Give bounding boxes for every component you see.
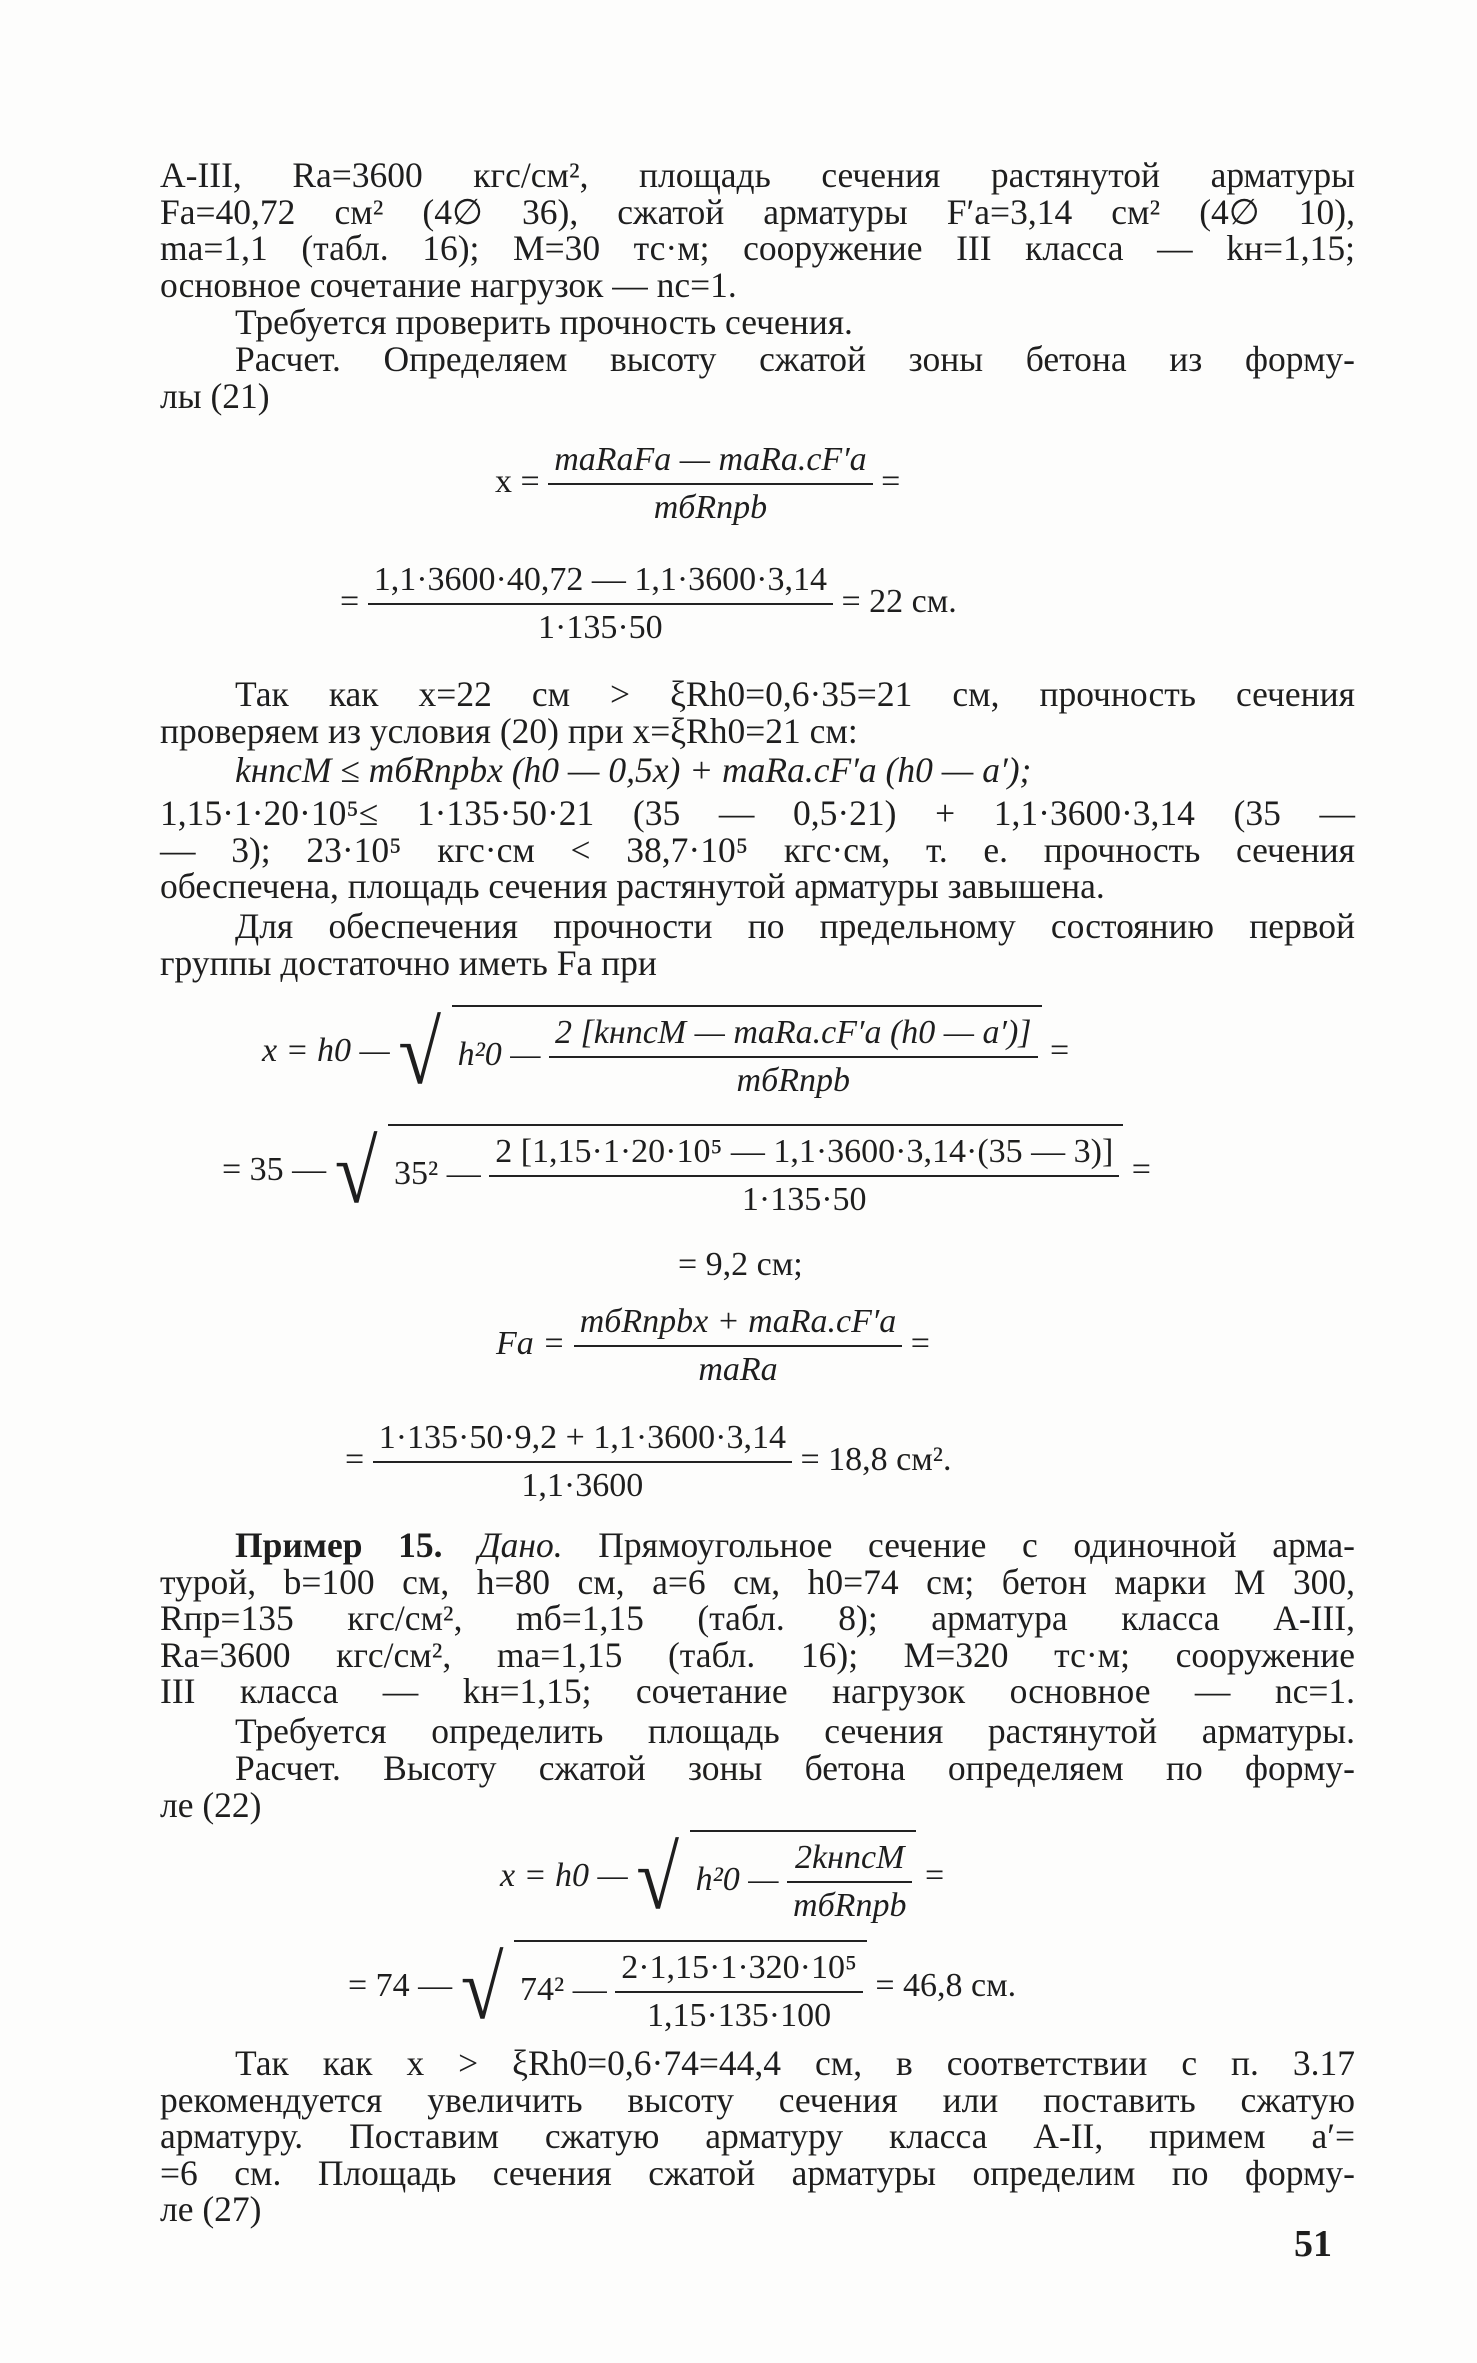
text-line: 1,15·1·20·10⁵≤ 1·135·50·21 (35 — 0,5·21) + 1,1·3600·3,14 (35 — bbox=[160, 793, 1355, 833]
square-root bbox=[460, 1937, 867, 2038]
fraction bbox=[373, 1418, 792, 1506]
fraction-numerator: mбRпрbx + mаRа.сF′а bbox=[574, 1302, 903, 1347]
paragraph-conclusion bbox=[160, 2045, 1355, 2228]
formula-x-result bbox=[678, 1245, 803, 1285]
formula-result: = 18,8 см². bbox=[800, 1440, 952, 1478]
fraction-denominator: mбRпрb bbox=[736, 1062, 850, 1099]
text-line: — 3); 23·10⁵ кгс·см < 38,7·10⁵ кгс·см, т. е. прочность сечения bbox=[160, 829, 1355, 870]
formula-lhs: x = bbox=[495, 462, 540, 500]
radical-sign: √ bbox=[460, 1937, 504, 2038]
formula-lhs: x = h0 — bbox=[262, 1031, 390, 1069]
formula-x-sqrt-line1 bbox=[262, 1002, 1070, 1103]
text-line: рекомендуется увеличить высоту сечения или поставить сжатую bbox=[160, 2079, 1355, 2120]
formula-x-line2: = $\frac{1,1\cdot 3600\cdot 40,72 — 1,1\cdot 3600\cdot 3,14}{1\cdot 135\cdot 50}$ = 22 см. bbox=[340, 561, 957, 646]
paragraph-calculation bbox=[160, 341, 1355, 414]
text-line: ле (27) bbox=[160, 2189, 262, 2230]
radicand-term: 35² — bbox=[394, 1154, 481, 1192]
formula-lhs: = 74 — bbox=[348, 1966, 453, 2004]
fraction-denominator: 1,1·3600 bbox=[521, 1467, 644, 1504]
formula-lhs: = 35 — bbox=[222, 1150, 327, 1188]
fraction-denominator: 1·135·50 bbox=[538, 609, 663, 646]
formula-x2-line1 bbox=[500, 1827, 945, 1928]
paragraph-calculation-2 bbox=[160, 1750, 1355, 1823]
formula-lhs: Fа = bbox=[496, 1324, 566, 1362]
text-line: группы достаточно иметь Fа при bbox=[160, 942, 657, 983]
square-root bbox=[636, 1827, 916, 1928]
text-line: обеспечена, площадь сечения растянутой арматуры завышена. bbox=[160, 866, 1105, 907]
equals-sign: = bbox=[924, 1856, 945, 1894]
formula-x2-line2 bbox=[348, 1937, 1017, 2038]
text-line: =6 см. Площадь сечения сжатой арматуры определим по форму- bbox=[160, 2152, 1355, 2193]
text-line: kнnсM ≤ mбRпрbx (h0 — 0,5x) + mаRа.сF′а (h0 — a′); bbox=[235, 750, 1032, 790]
square-root bbox=[334, 1121, 1124, 1222]
text-line: Расчет. Определяем высоту сжатой зоны бетона из форму- bbox=[235, 339, 1355, 379]
paragraph-substitution bbox=[160, 795, 1355, 905]
fraction-numerator: 2 [kнnсM — mаRа.сF′а (h0 — a′)] bbox=[549, 1013, 1038, 1058]
text-line: Так как x > ξRh0=0,6·74=44,4 см, в соответствии с п. 3.17 bbox=[235, 2043, 1355, 2083]
given-label: Дано. bbox=[478, 1525, 563, 1565]
text-line: ле (22) bbox=[160, 1784, 262, 1825]
formula-result: = 9,2 см; bbox=[678, 1246, 803, 1283]
text-line: Так как x=22 см > ξRh0=0,6·35=21 см, прочность сечения bbox=[235, 674, 1355, 714]
text-span: Прямоугольное сечение с одиночной арма- bbox=[598, 1525, 1355, 1565]
radicand bbox=[388, 1124, 1123, 1220]
fraction-denominator: 1·135·50 bbox=[741, 1181, 867, 1218]
formula-x-sqrt-line2 bbox=[222, 1121, 1151, 1222]
text-line: проверяем из условия (20) при x=ξRh0=21 см: bbox=[160, 710, 858, 751]
text-line: mа=1,1 (табл. 16); M=30 тс·м; сооружение III класса — kн=1,15; bbox=[160, 228, 1355, 269]
square-root bbox=[398, 1002, 1041, 1103]
text-line: Расчет. Высоту сжатой зоны бетона определяем по форму- bbox=[235, 1748, 1355, 1788]
formula-lhs: x = h0 — bbox=[500, 1856, 628, 1894]
paragraph-check bbox=[160, 676, 1355, 749]
page-number: 51 bbox=[1294, 2223, 1332, 2265]
fraction bbox=[574, 1302, 903, 1390]
fraction-numerator: 2·1,15·1·320·10⁵ bbox=[615, 1948, 863, 1993]
fraction-denominator: 1,15·135·100 bbox=[646, 1997, 832, 2034]
text-line: А-III, Rа=3600 кгс/см², площадь сечения растянутой арматуры bbox=[160, 155, 1355, 195]
radicand-term: h²0 — bbox=[695, 1860, 779, 1898]
fraction-denominator: mбRпрb bbox=[653, 489, 768, 526]
fraction bbox=[489, 1132, 1119, 1220]
paragraph-given-data bbox=[160, 157, 1355, 303]
fraction-denominator: mаRа bbox=[698, 1351, 778, 1388]
fraction bbox=[368, 560, 833, 648]
text-line: лы (21) bbox=[160, 375, 270, 416]
text-line: Rа=3600 кгс/см², mа=1,15 (табл. 16); M=320 тс·м; сооружение bbox=[160, 1634, 1355, 1675]
equals-sign: = bbox=[1050, 1031, 1070, 1069]
fraction-numerator: 1,1·3600·40,72 — 1,1·3600·3,14 bbox=[368, 560, 833, 605]
radical-sign: √ bbox=[334, 1121, 378, 1222]
paragraph-requirement-2 bbox=[160, 1713, 1355, 1750]
example-label: Пример 15. bbox=[235, 1525, 443, 1565]
fraction-numerator: 1·135·50·9,2 + 1,1·3600·3,14 bbox=[373, 1418, 792, 1463]
formula-fa-line1 bbox=[496, 1302, 930, 1390]
text-line: III класса — kн=1,15; сочетание нагрузок основное — nс=1. bbox=[160, 1671, 1355, 1712]
radicand-term: h²0 — bbox=[457, 1035, 541, 1073]
radical-sign: √ bbox=[398, 1002, 442, 1103]
text-line: Требуется проверить прочность сечения. bbox=[235, 302, 853, 342]
formula-result: = 46,8 см. bbox=[875, 1966, 1017, 2004]
fraction-numerator: mаRаFа — mаRа.сF′а bbox=[548, 440, 872, 485]
text-line: Fа=40,72 см² (4∅ 36), сжатой арматуры F′а=3,14 см² (4∅ 10), bbox=[160, 191, 1355, 232]
equals-sign: = bbox=[881, 462, 901, 500]
text-line: основное сочетание нагрузок — nс=1. bbox=[160, 264, 737, 305]
fraction-numerator: 2 [1,15·1·20·10⁵ — 1,1·3600·3,14·(35 — 3)] bbox=[489, 1132, 1119, 1177]
formula-x-line1 bbox=[495, 440, 900, 528]
text-line: Требуется определить площадь сечения растянутой арматуры. bbox=[235, 1711, 1355, 1751]
text-line: Для обеспечения прочности по предельному состоянию первой bbox=[235, 906, 1355, 946]
fraction bbox=[787, 1838, 912, 1926]
text-line: арматуру. Поставим сжатую арматуру класса А-II, примем a′= bbox=[160, 2116, 1355, 2157]
strength-condition bbox=[160, 752, 1355, 789]
fraction bbox=[615, 1948, 863, 2036]
text-line: Rпр=135 кгс/см², mб=1,15 (табл. 8); арматура класса А-III, bbox=[160, 1598, 1355, 1639]
paragraph-requirement bbox=[160, 304, 1355, 341]
radical-sign: √ bbox=[636, 1827, 680, 1928]
formula-fa-line2: = $\frac{1\cdot 135\cdot 50\cdot 9,2 + 1,1\cdot 3600\cdot 3,14}{1,1\cdot 3600}$ = 18,8 см². bbox=[345, 1419, 952, 1504]
radicand bbox=[514, 1940, 867, 2036]
radicand bbox=[690, 1830, 917, 1926]
text-line: турой, b=100 см, h=80 см, a=6 см, h0=74 см; бетон марки М 300, bbox=[160, 1561, 1355, 1602]
fraction-numerator: 2kнnсM bbox=[787, 1838, 912, 1883]
radicand bbox=[452, 1005, 1042, 1101]
example-15 bbox=[160, 1527, 1355, 1710]
paragraph-limit-state bbox=[160, 908, 1355, 981]
fraction bbox=[549, 1013, 1038, 1101]
fraction-denominator: mбRпрb bbox=[793, 1887, 907, 1924]
equals-sign: = bbox=[1131, 1150, 1151, 1188]
fraction bbox=[548, 440, 872, 528]
radicand-term: 74² — bbox=[520, 1970, 607, 2008]
equals-sign: = bbox=[910, 1324, 930, 1362]
text-line bbox=[160, 1527, 1355, 1564]
formula-result: = 22 см. bbox=[841, 582, 957, 620]
